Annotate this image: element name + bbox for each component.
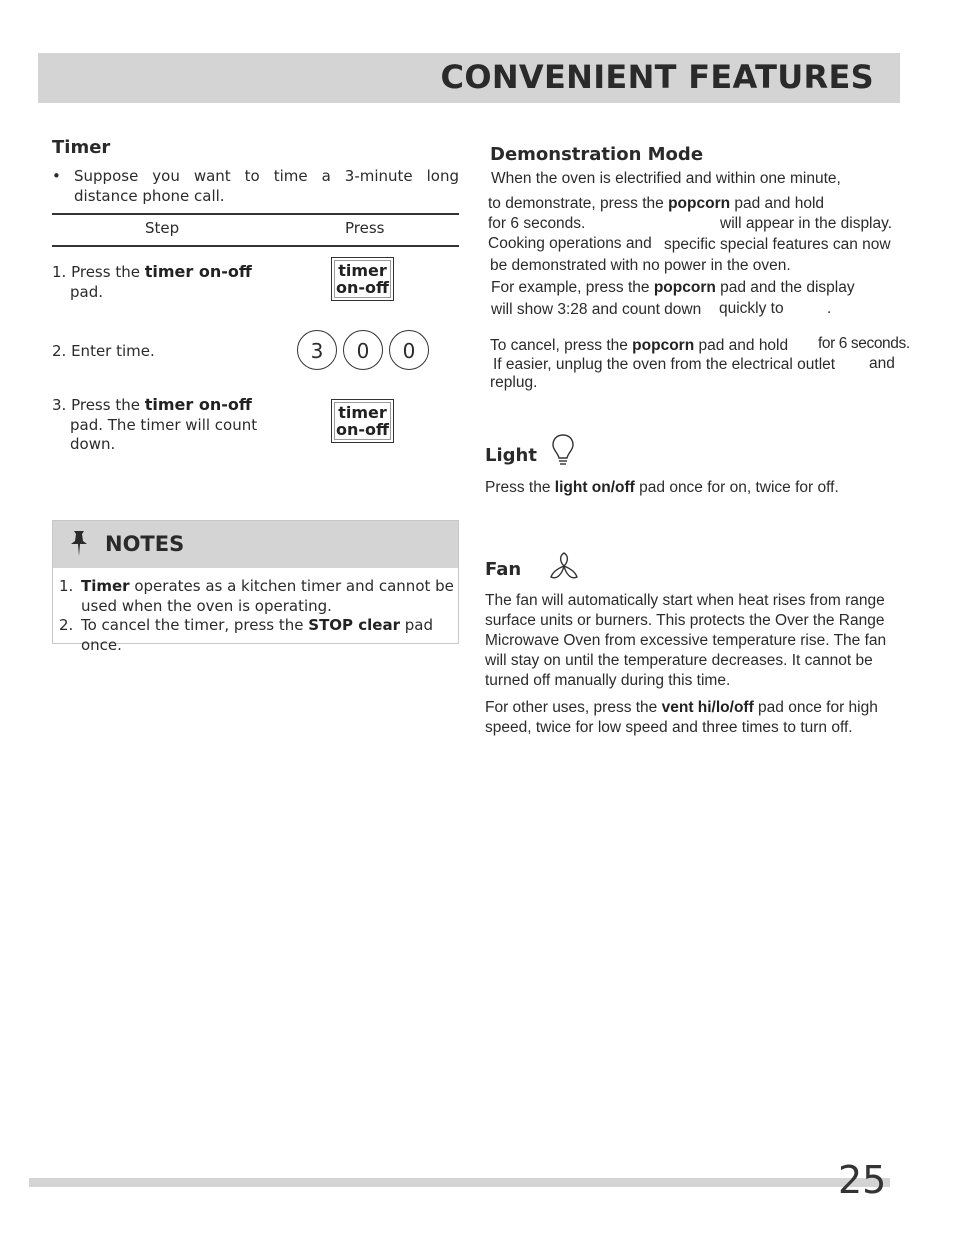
fan-heading: Fan bbox=[485, 559, 522, 580]
demo-bold: popcorn bbox=[653, 279, 716, 296]
timer-step-1 bbox=[52, 262, 262, 302]
demo-line-3a: for 6 seconds. bbox=[488, 215, 586, 232]
footer-rule bbox=[29, 1178, 890, 1187]
step-1-pre: 1. Press the bbox=[52, 263, 145, 281]
demo-line-5: be demonstrated with no power in the oven. bbox=[490, 257, 791, 274]
demo-text: press the bbox=[600, 195, 669, 212]
note-bold: STOP clear bbox=[308, 616, 400, 634]
light-bold: light on/off bbox=[554, 479, 635, 496]
pushpin-icon bbox=[67, 529, 91, 557]
demo-line-7c: . bbox=[827, 300, 832, 317]
note-text: To cancel the timer, press the bbox=[81, 616, 309, 634]
column-header-press: Press bbox=[345, 219, 385, 237]
demo-bold: popcorn bbox=[632, 337, 695, 354]
fan-paragraph-2 bbox=[485, 698, 903, 738]
fan-bold: vent hi/lo/off bbox=[661, 699, 754, 716]
digit-key-0[interactable]: 0 bbox=[389, 330, 429, 370]
demo-line-2 bbox=[488, 194, 824, 214]
demo-text: For example, press the bbox=[491, 279, 654, 296]
light-text: Press the bbox=[485, 479, 555, 496]
fan-icon bbox=[548, 550, 580, 582]
timer-step-3 bbox=[52, 395, 262, 455]
pad-label-line1: timer bbox=[338, 403, 387, 422]
timer-on-off-pad[interactable] bbox=[331, 257, 394, 301]
light-heading: Light bbox=[485, 445, 537, 466]
demo-line-8-end: for 6 seconds. bbox=[818, 335, 910, 352]
fan-paragraph-1: The fan will automatically start when heat rises from range surface units or burners. This protects the Over the Range Microwave Oven from excessive temperature rise. The fan will stay on until the temperature decreases. It cannot be turned off manually during this time. bbox=[485, 592, 887, 689]
demo-bold: popcorn bbox=[668, 195, 731, 212]
light-text: pad once for on, twice for off. bbox=[634, 479, 839, 496]
demo-heading: Demonstration Mode bbox=[490, 144, 704, 165]
timer-on-off-pad[interactable] bbox=[331, 399, 394, 443]
fan-text: pad once for high speed, twice for low speed and three times to turn off. bbox=[485, 699, 878, 736]
page-number: 25 bbox=[838, 1158, 887, 1202]
column-header-step: Step bbox=[145, 219, 180, 237]
note-text: pad once. bbox=[81, 616, 434, 654]
notes-header bbox=[53, 521, 458, 568]
demo-line-7b: quickly to bbox=[719, 300, 784, 317]
notes-title: NOTES bbox=[105, 532, 185, 556]
note-number: 2. bbox=[59, 616, 74, 634]
fan-text: For other uses, press the bbox=[485, 699, 662, 716]
demo-line-6 bbox=[491, 278, 855, 298]
page-title: CONVENIENT FEATURES bbox=[440, 58, 874, 96]
demo-line-1: When the oven is electrified and within one minute, bbox=[491, 170, 841, 187]
digit-key-3[interactable]: 3 bbox=[297, 330, 337, 370]
table-header-rule bbox=[52, 245, 459, 247]
demo-line-10: replug. bbox=[490, 374, 538, 391]
step-3-post: pad. The timer will count down. bbox=[70, 415, 258, 453]
demo-text: To cancel, bbox=[490, 337, 565, 354]
timer-step-2: 2. Enter time. bbox=[52, 342, 155, 360]
pad-label-line2: on-off bbox=[336, 420, 389, 439]
demo-text: pad and hold bbox=[694, 337, 789, 354]
light-instructions bbox=[485, 478, 839, 498]
table-top-rule bbox=[52, 213, 459, 215]
header-band bbox=[38, 53, 900, 103]
step-1-bold: timer on-off bbox=[144, 262, 252, 281]
step-1-post: pad. bbox=[70, 282, 104, 301]
demo-line-4b: specific special features can now bbox=[664, 236, 891, 253]
bullet-dot: • bbox=[52, 167, 61, 185]
note-text: operates as a kitchen timer and cannot be used when the oven is operating. bbox=[81, 577, 454, 615]
notes-box bbox=[52, 520, 459, 654]
step-3-bold: timer on-off bbox=[144, 395, 252, 414]
demo-line-9a: If easier, unplug the oven from the electrical outlet bbox=[493, 356, 836, 373]
demo-line-8 bbox=[490, 336, 788, 356]
light-bulb-icon bbox=[551, 433, 575, 469]
pad-label-line1: timer bbox=[338, 261, 387, 280]
demo-line-9b: and bbox=[869, 355, 895, 372]
timer-heading: Timer bbox=[52, 137, 111, 158]
demo-text: pad and hold bbox=[730, 195, 825, 212]
demo-line-7a: will show 3:28 and count down bbox=[491, 301, 702, 318]
step-3-pre: 3. Press the bbox=[52, 396, 145, 414]
demo-line-3b: will appear in the display. bbox=[720, 215, 893, 232]
demo-line-4a: Cooking operations and bbox=[488, 235, 652, 252]
demo-text: to demonstrate, bbox=[488, 195, 601, 212]
digit-key-0[interactable]: 0 bbox=[343, 330, 383, 370]
timer-bullet-text: Suppose you want to time a 3-minute long distance phone call. bbox=[74, 167, 459, 205]
demo-text: press the bbox=[564, 337, 633, 354]
pad-label-line2: on-off bbox=[336, 278, 389, 297]
note-number: 1. bbox=[59, 577, 74, 595]
note-bold: Timer bbox=[81, 577, 130, 595]
demo-text: pad and the display bbox=[720, 279, 855, 296]
